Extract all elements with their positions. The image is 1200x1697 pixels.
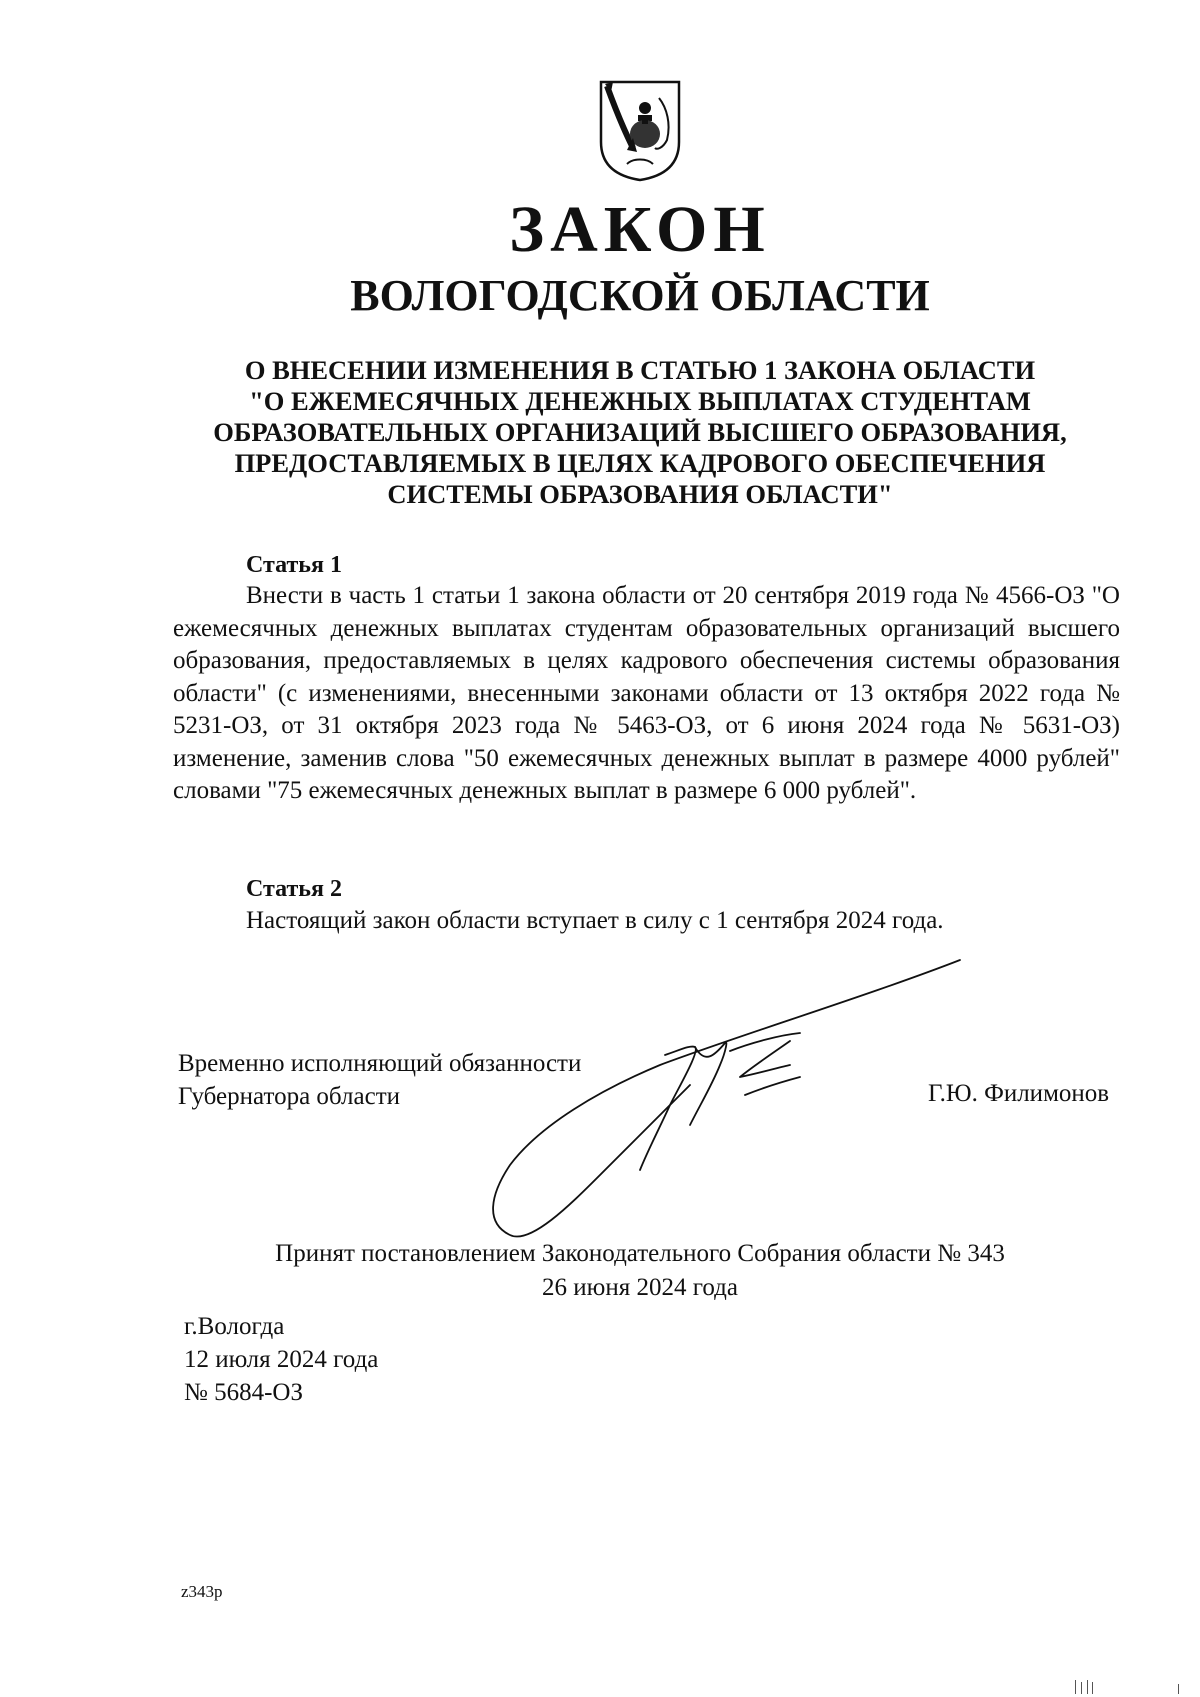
signing-date: 12 июля 2024 года — [184, 1346, 379, 1373]
article-2-heading: Статья 2 — [246, 876, 342, 902]
article-1-text: Внести в часть 1 статьи 1 закона области от 20 сентября 2019 года № 4566-ОЗ "О ежемесячных денежных выплатах студентам образовательных организаций высшего образования, предоставляемых в целях кадрового обеспечения системы образования области" (с изменениями, внесенными законами области от 13 октября 2022 года № 5231-ОЗ, от 31 октября 2023 года № 5463-ОЗ, от 6 июня 2024 года № 5631-ОЗ) изменение, заменив слова "50 ежемесячных денежных выплат в размере 4000 рублей" словами "75 ежемесячных денежных выплат в размере 6 000 рублей". — [173, 582, 1120, 804]
law-title-line: ОБРАЗОВАТЕЛЬНЫХ ОРГАНИЗАЦИЙ ВЫСШЕГО ОБРАЗОВАНИЯ, — [213, 417, 1067, 447]
scan-mark — [1081, 1682, 1082, 1694]
place-date-block — [184, 1310, 378, 1409]
adoption-info — [200, 1237, 1080, 1305]
law-title-line: "О ЕЖЕМЕСЯЧНЫХ ДЕНЕЖНЫХ ВЫПЛАТАХ СТУДЕНТАМ — [249, 386, 1031, 416]
signatory-position-line2: Губернатора области — [178, 1083, 400, 1110]
signatory-position-line1: Временно исполняющий обязанности — [178, 1050, 582, 1077]
article-2-text: Настоящий закон области вступает в силу с 1 сентября 2024 года. — [246, 907, 944, 934]
adoption-line: Принят постановлением Законодательного Собрания области № 343 — [275, 1240, 1005, 1267]
law-number: № 5684-ОЗ — [184, 1379, 304, 1406]
article-1-heading: Статья 1 — [246, 552, 342, 578]
signatory-name: Г.Ю. Филимонов — [928, 1080, 1110, 1107]
document-code: z343p — [181, 1582, 223, 1601]
vologda-coat-of-arms-icon — [597, 78, 683, 182]
law-title — [160, 355, 1120, 510]
scan-mark — [1087, 1680, 1088, 1694]
law-title-line: СИСТЕМЫ ОБРАЗОВАНИЯ ОБЛАСТИ" — [387, 479, 893, 509]
document-subtitle: ВОЛОГОДСКОЙ ОБЛАСТИ — [350, 271, 930, 320]
law-title-line: О ВНЕСЕНИИ ИЗМЕНЕНИЯ В СТАТЬЮ 1 ЗАКОНА ОБЛАСТИ — [244, 355, 1036, 385]
scan-mark — [1092, 1682, 1093, 1694]
handwritten-signature — [490, 955, 970, 1255]
city: г.Вологда — [184, 1313, 285, 1340]
scan-mark — [1075, 1680, 1076, 1694]
adoption-date: 26 июня 2024 года — [542, 1274, 738, 1301]
document-title: ЗАКОН — [509, 193, 771, 266]
law-title-line: ПРЕДОСТАВЛЯЕМЫХ В ЦЕЛЯХ КАДРОВОГО ОБЕСПЕЧЕНИЯ — [234, 448, 1046, 478]
scan-mark — [1178, 1684, 1179, 1694]
